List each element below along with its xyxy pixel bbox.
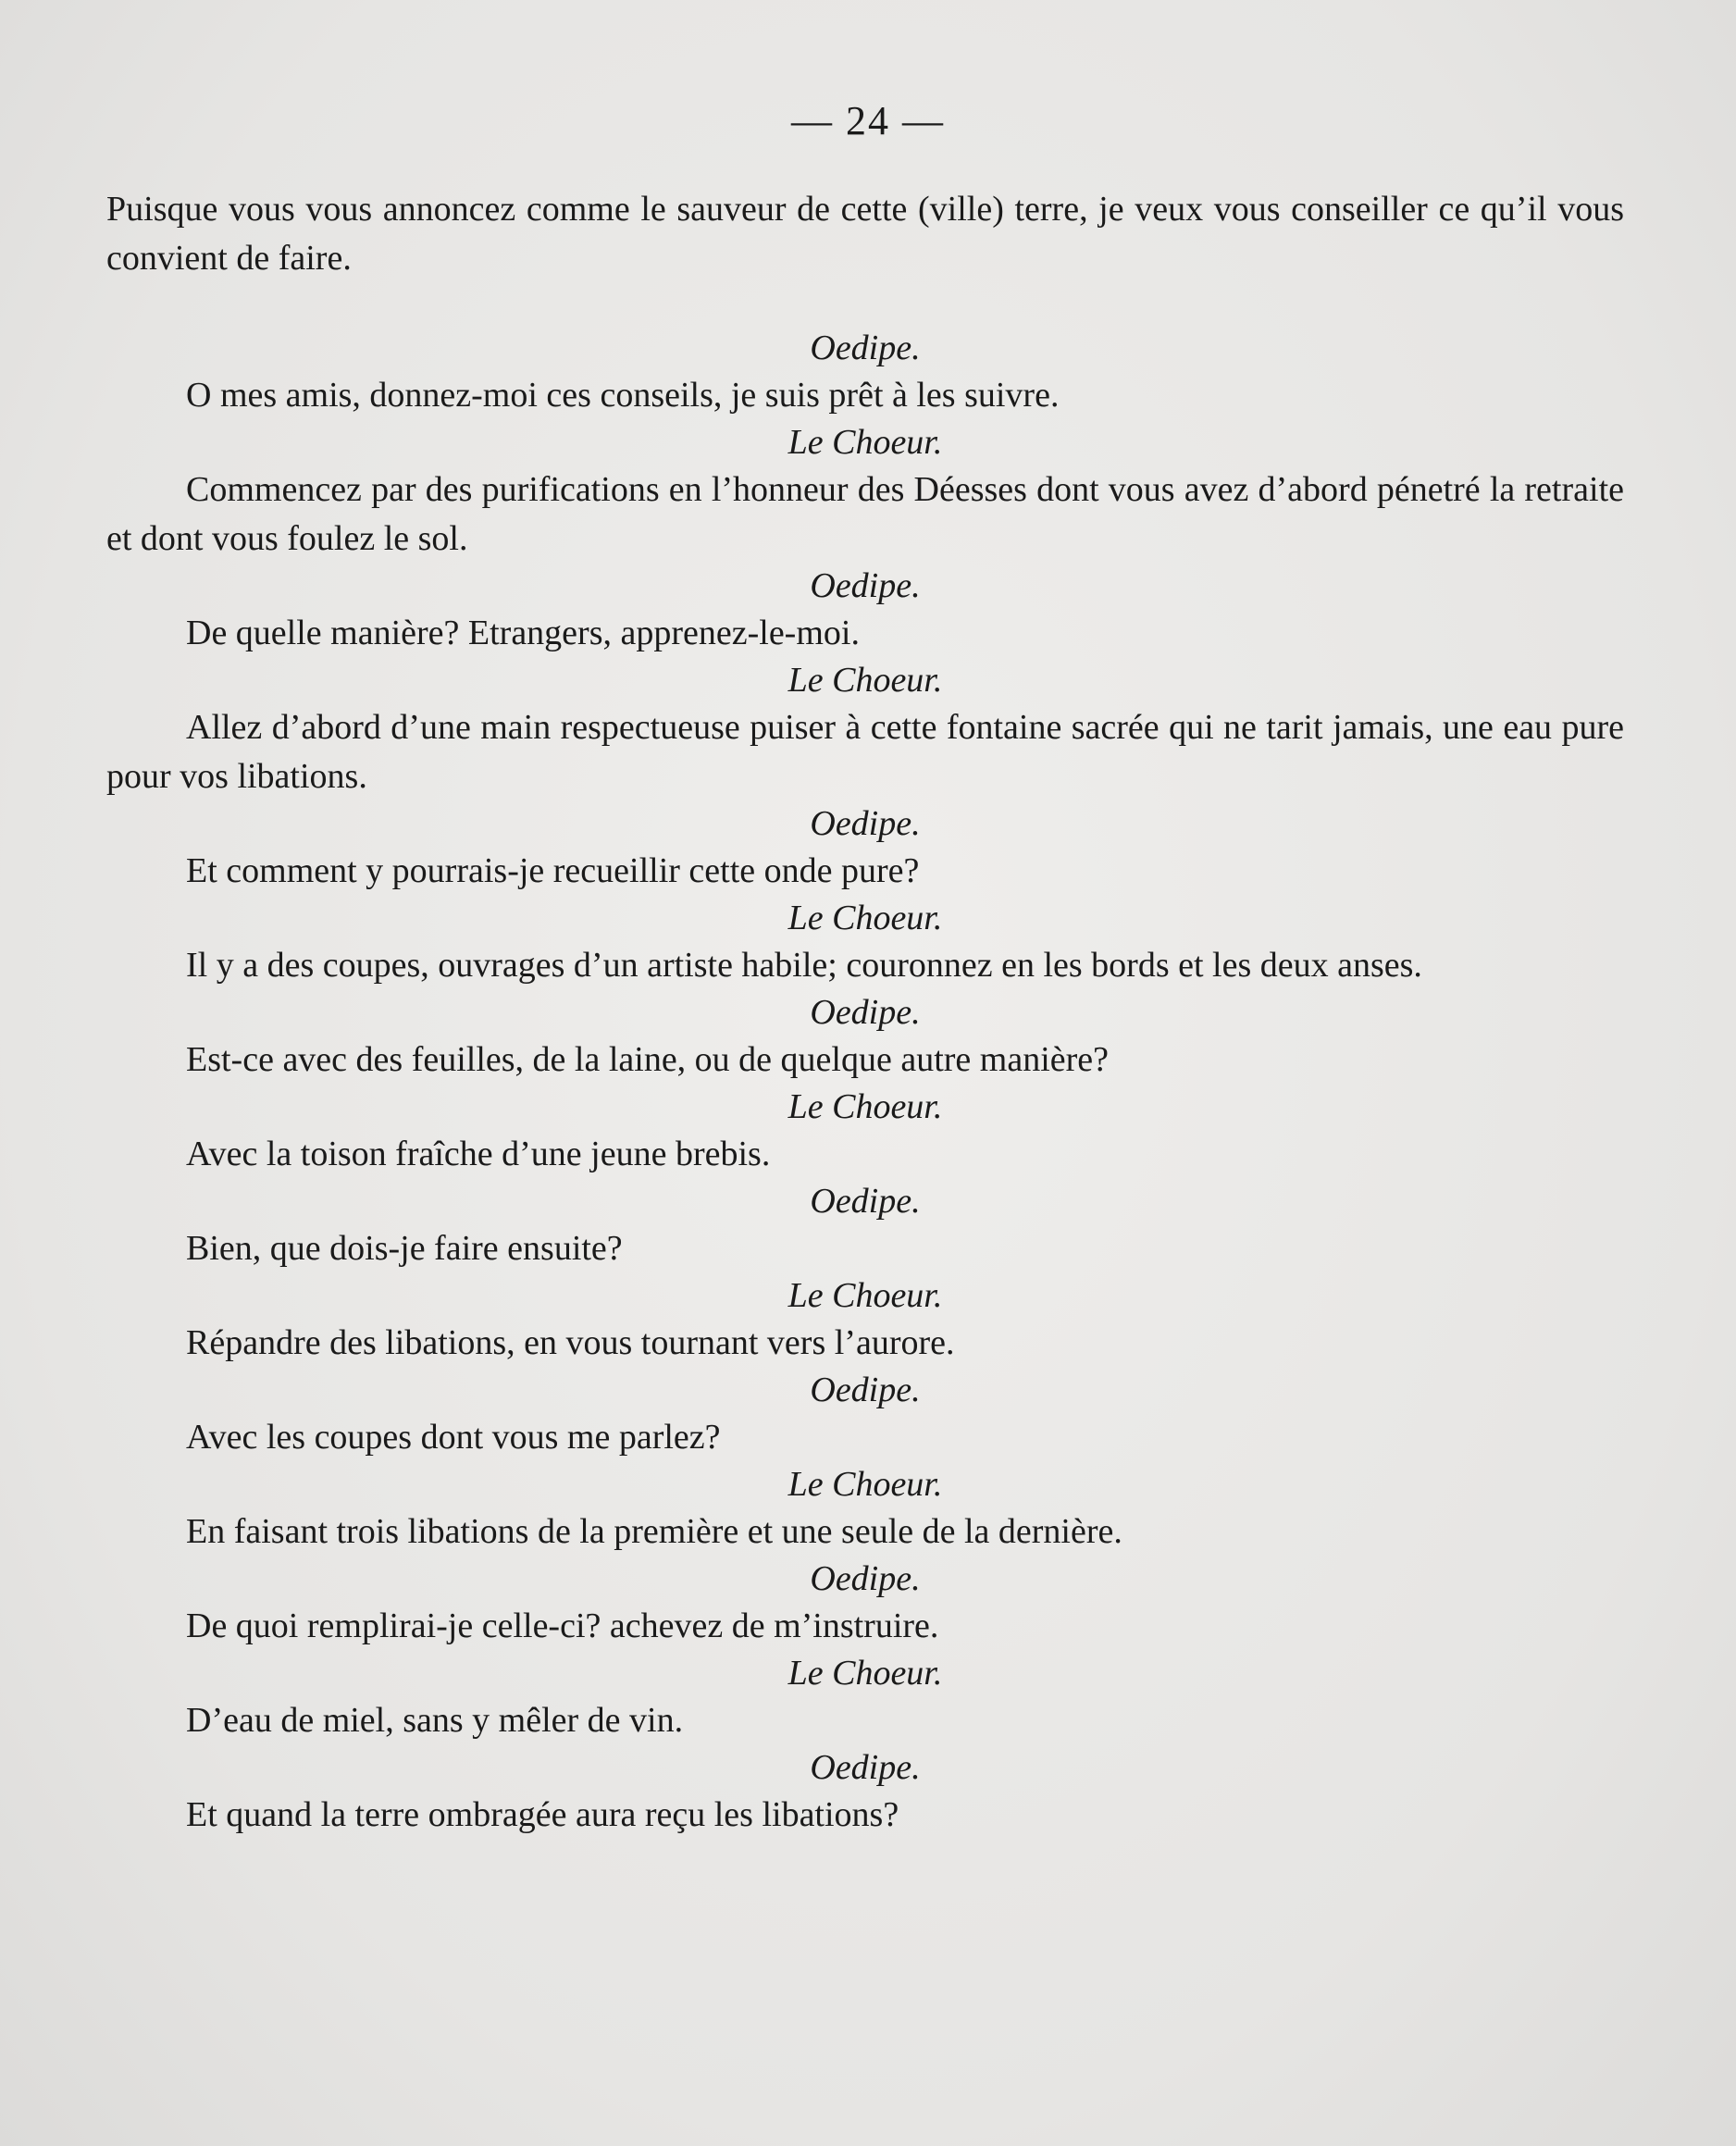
paragraph: Avec la toison fraîche d’une jeune brebis. (186, 1135, 771, 1173)
paragraph: Et comment y pourrais-je recueillir cette onde pure? (186, 851, 920, 890)
speaker-label: Oedipe. (810, 1748, 921, 1787)
paragraph: Allez d’abord d’une main respectueuse puiser à cette fontaine sacrée qui ne tarit jamais, une eau pure pour vos libations. (106, 708, 1624, 796)
speaker-label: Le Choeur. (787, 1276, 943, 1315)
paragraph: De quelle manière? Etrangers, apprenez-le-moi. (186, 614, 860, 652)
paragraph: En faisant trois libations de la première et une seule de la dernière. (186, 1512, 1122, 1551)
speaker-label: Oedipe. (810, 804, 921, 843)
paragraph: Avec les coupes dont vous me parlez? (186, 1418, 721, 1457)
paragraph: Répandre des libations, en vous tournant vers l’aurore. (186, 1323, 955, 1362)
speaker-label: Oedipe. (810, 993, 921, 1032)
speaker-label: Le Choeur. (787, 1465, 943, 1504)
paragraph: Bien, que dois-je faire ensuite? (186, 1229, 623, 1268)
speaker-label: Le Choeur. (787, 1654, 943, 1693)
speaker-label: Le Choeur. (787, 899, 943, 937)
speaker-label: Oedipe. (810, 1182, 921, 1221)
speaker-label: Oedipe. (810, 329, 921, 367)
page-number: — 24 — (791, 98, 945, 143)
paragraph: Puisque vous vous annoncez comme le sauveur de cette (ville) terre, je veux vous conseiller ce qu’il vous convient de faire. (106, 190, 1624, 278)
speaker-label: Le Choeur. (787, 423, 943, 462)
speaker-label: Oedipe. (810, 1559, 921, 1598)
paragraph: Est-ce avec des feuilles, de la laine, ou de quelque autre manière? (186, 1040, 1110, 1079)
paragraph: De quoi remplirai-je celle-ci? achevez de m’instruire. (186, 1606, 939, 1645)
paragraph: Commencez par des purifications en l’honneur des Déesses dont vous avez d’abord pénetré la retraite et dont vous foulez le sol. (106, 470, 1624, 558)
paragraph: D’eau de miel, sans y mêler de vin. (186, 1701, 684, 1740)
speaker-label: Oedipe. (810, 566, 921, 605)
paragraph: Il y a des coupes, ouvrages d’un artiste habile; couronnez en les bords et les deux anses. (186, 946, 1422, 985)
paragraph: Et quand la terre ombragée aura reçu les libations? (186, 1795, 899, 1834)
speaker-label: Le Choeur. (787, 1087, 943, 1126)
dialogue-text (106, 185, 1624, 1840)
speaker-label: Le Choeur. (787, 661, 943, 700)
speaker-label: Oedipe. (810, 1371, 921, 1409)
paragraph: O mes amis, donnez-moi ces conseils, je suis prêt à les suivre. (186, 376, 1060, 415)
